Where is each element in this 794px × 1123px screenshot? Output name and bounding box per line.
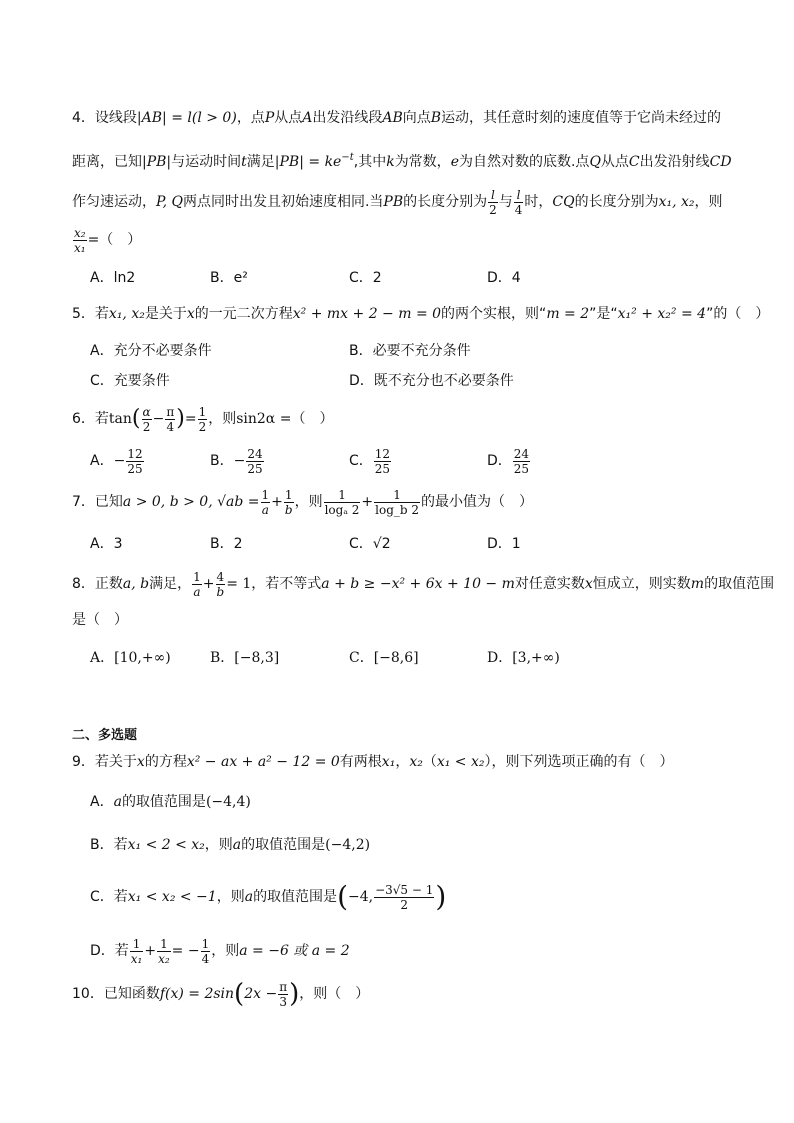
question-7-option-b[interactable]: B．2 [210, 536, 243, 552]
question-7-option-c[interactable]: C．√2 [349, 536, 391, 552]
fraction-x2-over-x1: $\frac{\text{x₂}}{\text{x₁}}$ [74, 225, 86, 255]
question-6-option-b[interactable]: B．− $\frac{24}{25}$ [210, 446, 263, 476]
fraction-l-over-2: $\frac{l}{2}$ [489, 187, 497, 217]
question-4-line-1: 4．设线段|AB| = l(l > 0)，点P从点A出发沿线段AB向点B运动，其任意时刻的速度值等于它尚未经过的 [72, 110, 722, 126]
fraction-alpha-over-2: $\frac{\alpha}{2}$ [142, 404, 151, 434]
fraction-l-over-4: $\frac{l}{4}$ [514, 187, 523, 217]
question-4-line-2: 距离，已知|PB|与运动时间t满足$|PB| = ke^{-t}$,其中k为常数，e为自然对数的底数.点Q从点C出发沿射线CD [72, 152, 732, 170]
question-9-option-c[interactable]: C．若x₁ < x₂ < −1，则a的取值范围是(−4, $\frac{-3√5 - 1}{2}$ ) [90, 880, 447, 913]
question-5-option-a[interactable]: A．充分不必要条件 [90, 343, 212, 359]
question-6-stem: 6．若tan( $\frac{\alpha}{2}$ − $\frac{\pi}{4}$ )= $\frac{1}{2}$ ，则sin2α =（ ） [72, 404, 334, 434]
question-7-option-a[interactable]: A．3 [90, 536, 123, 552]
question-4-option-b[interactable]: B．e² [210, 270, 248, 286]
question-4-option-a[interactable]: A．ln2 [90, 270, 136, 286]
question-10-stem: 10．已知函数f(x) = 2sin(2x − $\frac{\pi}{3}$ )，则（ ） [72, 979, 370, 1009]
question-5-stem: 5．若x₁, x₂是关于x的一元二次方程x² + mx + 2 − m = 0的两个实根，则“m = 2”是“x₁² + x₂² = 4”的（ ） [72, 306, 770, 322]
question-9-stem: 9．若关于x的方程x² − ax + a² − 12 = 0有两根x₁，x₂（x₁ < x₂），则下列选项正确的有（ ） [72, 754, 674, 770]
fraction-4-over-b: $\frac{4}{b}$ [216, 569, 225, 599]
question-8-option-d[interactable]: D．[3,+∞) [487, 650, 560, 666]
question-5-option-d[interactable]: D．既不充分也不必要条件 [349, 373, 514, 389]
fraction-pi-over-4: $\frac{\pi}{4}$ [166, 404, 175, 434]
question-7-stem: 7．已知a > 0, b > 0, √ab = $\frac{1}{a}$ + $\frac{1}{b}$ ，则 $\frac{1}{\text{logₐ 2}}$ + $\frac{1}{\log\_b 2}$ 的最小值为（ ） [72, 487, 534, 517]
question-6-option-d[interactable]: D． $\frac{24}{25}$ [487, 446, 530, 476]
question-8-option-c[interactable]: C．[−8,6] [349, 650, 419, 666]
fraction-1-over-log-a-2: $\frac{1}{\text{logₐ 2}}$ [324, 487, 360, 517]
question-8-line-2: 是（ ） [72, 612, 128, 628]
question-5-option-c[interactable]: C．充要条件 [90, 373, 170, 389]
question-6-option-a[interactable]: A．− $\frac{12}{25}$ [90, 446, 143, 476]
question-4-line-3: 作匀速运动，P, Q两点同时出发且初始速度相同.当PB的长度分别为 $\frac{l}{2}$ 与 $\frac{l}{4}$ 时，CQ的长度分别为x₁, x₂，则 [72, 187, 723, 217]
question-7-option-d[interactable]: D．1 [487, 536, 521, 552]
question-9-option-a[interactable]: A．a的取值范围是(−4,4) [90, 794, 251, 810]
question-8-option-b[interactable]: B．[−8,3] [210, 650, 280, 666]
question-4-option-d[interactable]: D．4 [487, 270, 521, 286]
section-heading-multiple-choice: 二、多选题 [72, 728, 138, 743]
question-8-line-1: 8．正数a, b满足， $\frac{1}{a}$ + $\frac{4}{b}$ = 1，若不等式a + b ≥ −x² + 6x + 10 − m对任意实数x恒成立，则实数m的取值范围 [72, 569, 775, 599]
fraction-1-over-b: $\frac{1}{b}$ [284, 487, 293, 517]
question-6-option-c[interactable]: C． $\frac{12}{25}$ [349, 446, 391, 476]
fraction-1-over-a: $\frac{1}{a}$ [193, 569, 201, 599]
question-9-option-d[interactable]: D．若 $\frac{1}{\text{x₁}}$ + $\frac{1}{\text{x₂}}$ = − $\frac{1}{4}$ ，则a = −6 或 a = 2 [90, 936, 350, 966]
question-4-option-c[interactable]: C．2 [349, 270, 382, 286]
fraction-pi-over-3: $\frac{\pi}{3}$ [279, 979, 288, 1009]
fraction-1-over-a: $\frac{1}{a}$ [261, 487, 270, 517]
fraction-1-over-log-b-2: $\frac{1}{\log\_b 2}$ [375, 487, 420, 517]
question-5-option-b[interactable]: B．必要不充分条件 [349, 343, 471, 359]
question-8-option-a[interactable]: A．[10,+∞) [90, 650, 171, 666]
question-9-option-b[interactable]: B．若x₁ < 2 < x₂，则a的取值范围是(−4,2) [90, 837, 371, 853]
fraction-1-over-2: $\frac{1}{2}$ [198, 404, 207, 434]
fraction-neg-3-root5-minus-1-over-2: $\frac{-3√5 - 1}{2}$ [375, 882, 434, 912]
question-4-line-4: $\frac{\text{x₂}}{\text{x₁}}$ =（ ） [74, 225, 142, 255]
